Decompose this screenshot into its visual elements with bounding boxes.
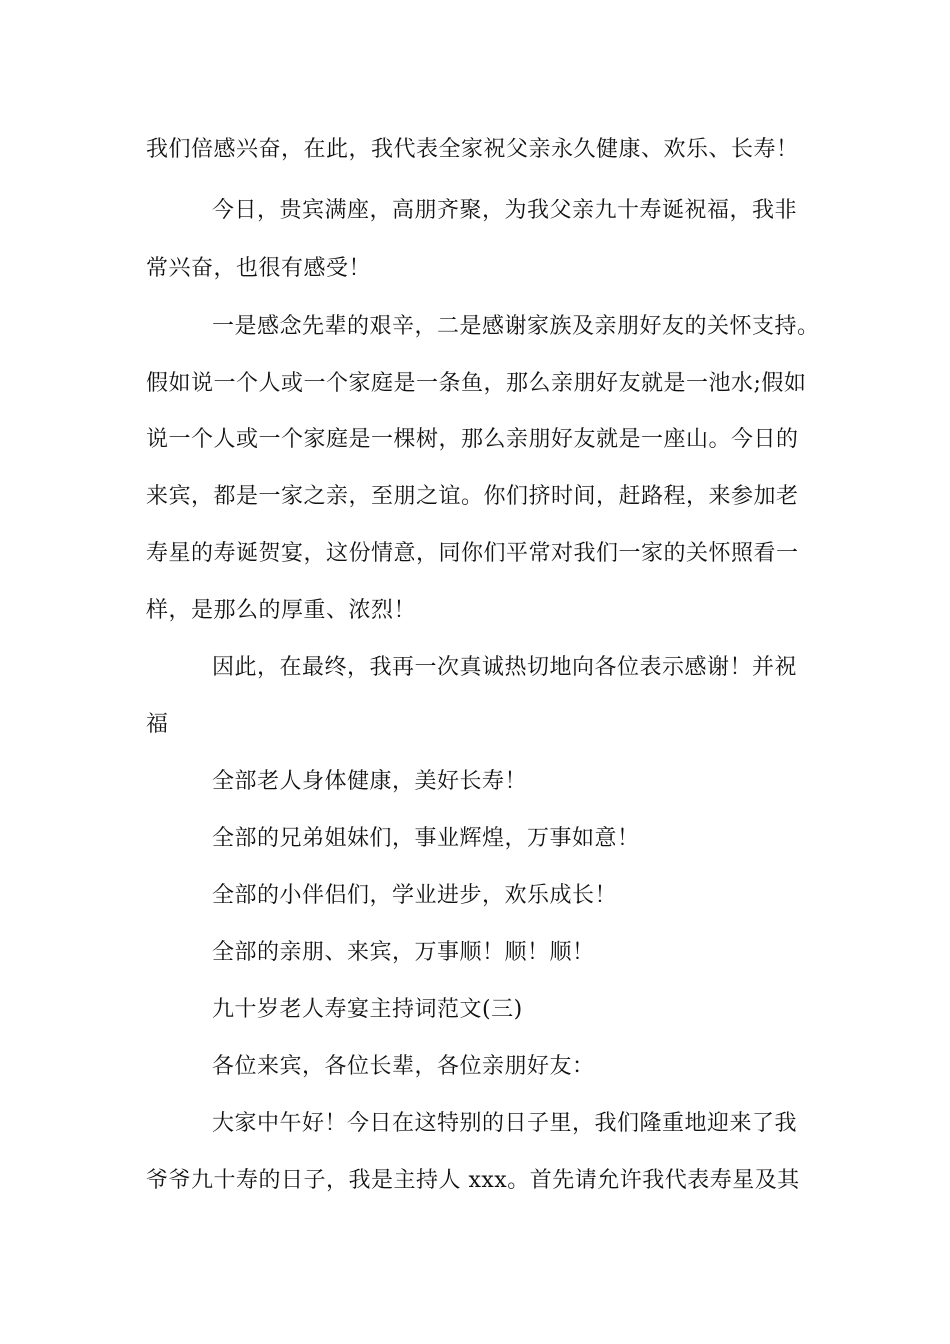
- text-line: 爷爷九十寿的日子，我是主持人 xxx。首先请允许我代表寿星及其: [146, 1168, 800, 1193]
- text-line: 常兴奋，也很有感受！: [146, 256, 372, 281]
- text-line: 我们倍感兴奋，在此，我代表全家祝父亲永久健康、欢乐、长寿！: [146, 137, 799, 162]
- text-line: 全部的亲朋、来宾，万事顺！顺！顺！: [212, 940, 595, 965]
- text-line: 样，是那么的厚重、浓烈！: [146, 598, 417, 623]
- text-line: 大家中午好！今日在这特别的日子里，我们隆重地迎来了我: [212, 1111, 798, 1136]
- text-line: 全部的兄弟姐妹们，事业辉煌，万事如意！: [212, 826, 640, 851]
- text-line: 全部的小伴侣们，学业进步，欢乐成长！: [212, 883, 618, 908]
- text-line: 各位来宾，各位长辈，各位亲朋好友：: [212, 1054, 595, 1079]
- text-line: 福: [146, 712, 169, 737]
- text-line: 一是感念先辈的艰辛，二是感谢家族及亲朋好友的关怀支持。: [212, 314, 820, 339]
- text-line: 说一个人或一个家庭是一棵树，那么亲朋好友就是一座山。今日的: [146, 427, 799, 452]
- text-line: 今日，贵宾满座，高朋齐聚，为我父亲九十寿诞祝福，我非: [212, 198, 798, 223]
- text-line: 假如说一个人或一个家庭是一条鱼，那么亲朋好友就是一池水;假如: [146, 371, 807, 396]
- section-heading: 九十岁老人寿宴主持词范文(三): [212, 997, 523, 1022]
- text-line: 来宾，都是一家之亲，至朋之谊。你们挤时间，赶路程，来参加老: [146, 484, 799, 509]
- text-line: 寿星的寿诞贺宴，这份情意，同你们平常对我们一家的关怀照看一: [146, 541, 799, 566]
- text-line: 全部老人身体健康，美好长寿！: [212, 769, 528, 794]
- text-line: 因此，在最终，我再一次真诚热切地向各位表示感谢！并祝: [212, 655, 798, 680]
